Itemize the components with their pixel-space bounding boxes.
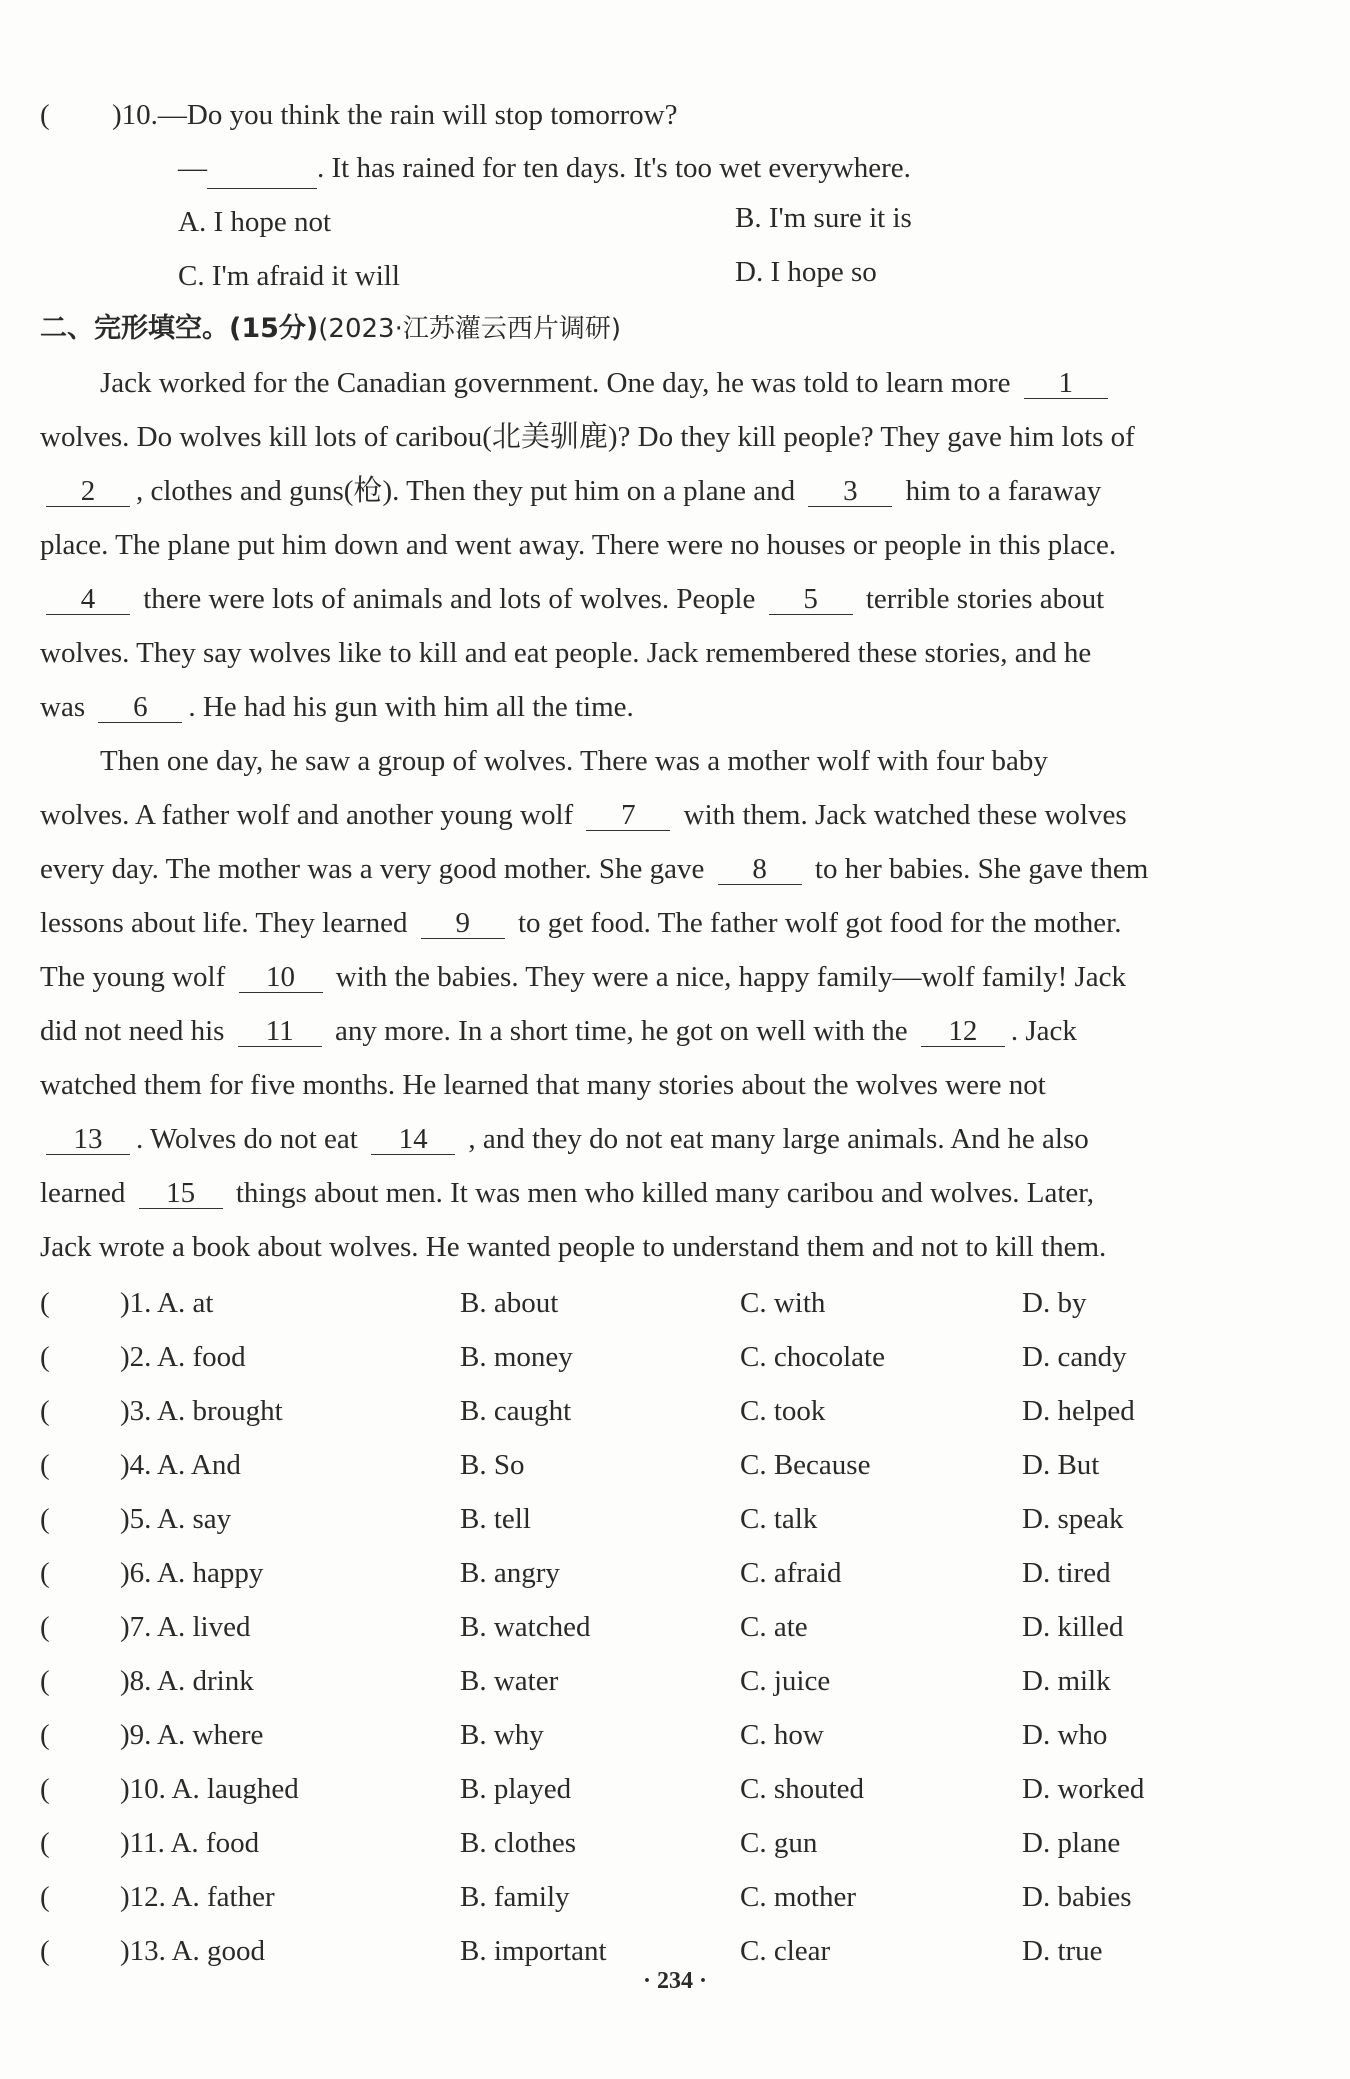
choice-option-b[interactable]: B. why [460,1719,544,1751]
blank-4[interactable]: 4 [46,584,130,615]
answer-paren[interactable]: ( [40,1503,50,1535]
blank-1[interactable]: 1 [1024,368,1108,399]
choice-option-a[interactable]: )12. A. father [120,1881,275,1913]
choice-row [40,1499,1300,1539]
choice-option-c[interactable]: C. afraid [740,1557,842,1589]
choice-option-a[interactable]: )11. A. food [120,1827,260,1859]
choice-option-c[interactable]: C. how [740,1719,824,1751]
q10-option-c[interactable]: C. I'm afraid it will [178,260,400,292]
choice-option-a[interactable]: )9. A. where [120,1719,264,1751]
choice-option-d[interactable]: D. milk [1022,1665,1111,1697]
choice-option-b[interactable]: B. tell [460,1503,531,1535]
passage-line: 2 , clothes and guns(枪). Then they put him on a plane and 3 him to a faraway [40,471,1280,511]
blank-13[interactable]: 13 [46,1124,130,1155]
q10-option-b[interactable]: B. I'm sure it is [735,202,912,234]
passage-line: wolves. They say wolves like to kill and eat people. Jack remembered these stories, and he [40,637,1092,669]
q10-answer-blank[interactable] [207,148,317,189]
choice-option-c[interactable]: C. juice [740,1665,831,1697]
choice-option-b[interactable]: B. water [460,1665,559,1697]
choice-option-d[interactable]: D. tired [1022,1557,1111,1589]
passage-line: wolves. A father wolf and another young wolf 7 with them. Jack watched these wolves [40,799,1127,831]
choice-row [40,1769,1300,1809]
answer-paren[interactable]: ( [40,1719,50,1751]
choice-option-b[interactable]: B. watched [460,1611,591,1643]
choice-option-b[interactable]: B. caught [460,1395,572,1427]
page-number: · 234 · [642,1968,707,1994]
choice-option-a[interactable]: )1. A. at [120,1287,214,1319]
answer-paren[interactable]: ( [40,1827,50,1859]
answer-paren[interactable]: ( [40,1395,50,1427]
choice-option-a[interactable]: )2. A. food [120,1341,246,1373]
passage-line: wolves. Do wolves kill lots of caribou(北美驯鹿)? Do they kill people? They gave him lots of [40,421,1135,453]
choice-option-c[interactable]: C. talk [740,1503,818,1535]
blank-9[interactable]: 9 [421,908,505,939]
section-title: 二、完形填空。(15分)(2023·江苏灌云西片调研) [40,313,621,344]
answer-paren[interactable]: ( [40,1449,50,1481]
q10-option-a[interactable]: A. I hope not [178,206,332,238]
answer-paren[interactable]: ( [40,1287,50,1319]
choice-row [40,1823,1300,1863]
choice-row [40,1283,1300,1323]
blank-6[interactable]: 6 [98,692,182,723]
choice-option-c[interactable]: C. ate [740,1611,808,1643]
choice-option-b[interactable]: B. angry [460,1557,560,1589]
choice-option-a[interactable]: )8. A. drink [120,1665,254,1697]
choice-option-a[interactable]: )3. A. brought [120,1395,283,1427]
answer-paren[interactable]: ( [40,1665,50,1697]
answer-paren[interactable]: ( [40,1773,50,1805]
passage-line: 13 . Wolves do not eat 14 , and they do not eat many large animals. And he also [40,1119,1280,1159]
choice-option-a[interactable]: )4. A. And [120,1449,241,1481]
answer-paren[interactable]: ( [40,1341,50,1373]
choice-option-c[interactable]: C. clear [740,1935,831,1967]
q10-reply-line: — . It has rained for ten days. It's too wet everywhere. [178,148,1350,189]
choice-option-c[interactable]: C. chocolate [740,1341,885,1373]
blank-7[interactable]: 7 [586,800,670,831]
q10-option-d[interactable]: D. I hope so [735,256,877,288]
blank-14[interactable]: 14 [371,1124,455,1155]
passage-line: watched them for five months. He learned that many stories about the wolves were not [40,1069,1046,1101]
choice-row [40,1661,1300,1701]
answer-paren[interactable]: ( [40,1935,50,1967]
choice-option-b[interactable]: B. important [460,1935,607,1967]
choice-option-d[interactable]: D. speak [1022,1503,1124,1535]
choice-row [40,1715,1300,1755]
passage-line: every day. The mother was a very good mother. She gave 8 to her babies. She gave them [40,853,1149,885]
choice-option-a[interactable]: )13. A. good [120,1935,265,1967]
choice-option-c[interactable]: C. Because [740,1449,871,1481]
choice-row [40,1931,1300,1971]
choice-row [40,1607,1300,1647]
choice-row [40,1553,1300,1593]
choice-option-d[interactable]: D. killed [1022,1611,1124,1643]
choice-option-b[interactable]: B. about [460,1287,559,1319]
choice-option-c[interactable]: C. with [740,1287,826,1319]
choice-option-d[interactable]: D. true [1022,1935,1103,1967]
choice-option-d[interactable]: D. by [1022,1287,1087,1319]
q10-question-text: —Do you think the rain will stop tomorrow? [157,99,678,131]
passage-line: did not need his 11 any more. In a short time, he got on well with the 12 . Jack [40,1015,1077,1047]
choice-row [40,1877,1300,1917]
choice-option-a[interactable]: )5. A. say [120,1503,232,1535]
blank-15[interactable]: 15 [139,1178,223,1209]
passage-line: place. The plane put him down and went away. There were no houses or people in this place. [40,529,1117,561]
blank-2[interactable]: 2 [46,476,130,507]
choice-option-b[interactable]: B. So [460,1449,525,1481]
blank-12[interactable]: 12 [921,1016,1005,1047]
blank-5[interactable]: 5 [769,584,853,615]
choice-option-b[interactable]: B. clothes [460,1827,576,1859]
choice-option-d[interactable]: D. But [1022,1449,1100,1481]
choice-option-a[interactable]: )10. A. laughed [120,1773,299,1805]
choice-option-c[interactable]: C. took [740,1395,826,1427]
passage-line: 4 there were lots of animals and lots of wolves. People 5 terrible stories about [40,579,1280,619]
answer-paren[interactable]: ( [40,1557,50,1589]
choice-row [40,1445,1300,1485]
choice-option-d[interactable]: D. plane [1022,1827,1121,1859]
choice-option-b[interactable]: B. family [460,1881,570,1913]
answer-paren[interactable]: ( [40,1881,50,1913]
choice-option-b[interactable]: B. money [460,1341,573,1373]
choice-option-d[interactable]: D. worked [1022,1773,1145,1805]
choice-row [40,1391,1300,1431]
choice-option-c[interactable]: C. shouted [740,1773,865,1805]
choice-option-d[interactable]: D. who [1022,1719,1108,1751]
blank-8[interactable]: 8 [718,854,802,885]
passage-line: Then one day, he saw a group of wolves. There was a mother wolf with four baby [100,745,1048,777]
choice-option-d[interactable]: D. babies [1022,1881,1132,1913]
blank-11[interactable]: 11 [238,1016,322,1047]
choice-option-a[interactable]: )7. A. lived [120,1611,251,1643]
blank-3[interactable]: 3 [808,476,892,507]
answer-paren[interactable]: ( [40,99,50,131]
answer-paren[interactable]: ( [40,1611,50,1643]
q10-question-line: ( )10.—Do you think the rain will stop tomorrow? [40,95,1280,135]
passage-line: The young wolf 10 with the babies. They were a nice, happy family—wolf family! Jack [40,961,1127,993]
blank-10[interactable]: 10 [239,962,323,993]
passage-line: Jack worked for the Canadian government. One day, he was told to learn more 1 [100,363,1340,403]
passage-line: was 6 . He had his gun with him all the time. [40,691,634,723]
choice-option-c[interactable]: C. mother [740,1881,856,1913]
passage-line: Jack wrote a book about wolves. He wanted people to understand them and not to kill them. [40,1231,1107,1263]
choice-option-d[interactable]: D. helped [1022,1395,1135,1427]
choice-row [40,1337,1300,1377]
choice-option-a[interactable]: )6. A. happy [120,1557,264,1589]
choice-option-d[interactable]: D. candy [1022,1341,1127,1373]
choice-option-c[interactable]: C. gun [740,1827,818,1859]
choice-option-b[interactable]: B. played [460,1773,572,1805]
passage-line: lessons about life. They learned 9 to get food. The father wolf got food for the mother. [40,907,1122,939]
passage-line: learned 15 things about men. It was men who killed many caribou and wolves. Later, [40,1177,1095,1209]
